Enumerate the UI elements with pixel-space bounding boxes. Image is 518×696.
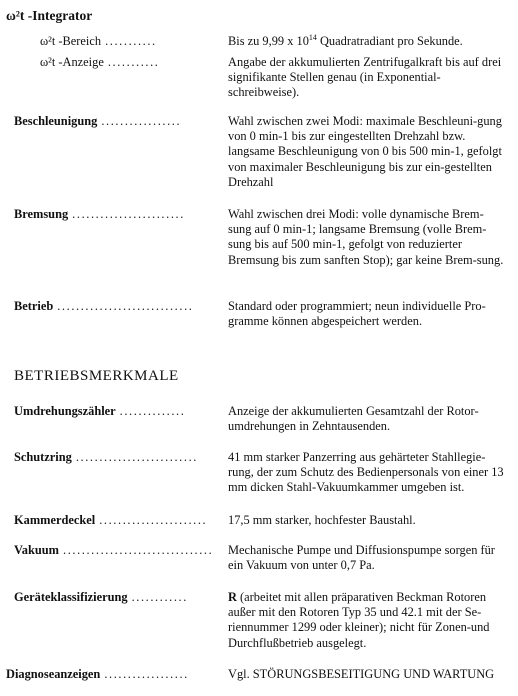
leader-dots: .......................	[99, 513, 208, 527]
leader-dots: ..................	[104, 667, 189, 681]
desc-text: (arbeitet mit allen präparativen Beckman Rotoren außer mit den Rotoren Typ 35 und 42.1 mit der Se-riennummer 1299 oder kleiner); nicht für Zonen-und Durchflußbetrieb ausgelegt.	[228, 590, 490, 650]
spec-description: Angabe der akkumulierten Zentrifugalkraft bis auf drei signifikante Stellen genau (in Exponential-schreibweise).	[228, 55, 502, 100]
classification-letter: R	[228, 590, 237, 604]
spec-description	[228, 34, 506, 49]
feature-description: Mechanische Pumpe und Diffusionspumpe sorgen für ein Vakuum von unter 0,7 Pa.	[228, 543, 495, 573]
integrator-heading: ω²t -Integrator	[6, 8, 93, 23]
spec-term	[40, 55, 160, 70]
leader-dots: ................................	[63, 543, 214, 557]
term-label: Geräteklassifizierung	[14, 590, 128, 604]
feature-term	[14, 450, 198, 465]
term-label: ω²t -Anzeige	[40, 55, 104, 69]
leader-dots: ...........	[105, 34, 157, 48]
feature-term	[6, 667, 189, 682]
term-label: Vakuum	[14, 543, 59, 557]
spec-term	[40, 34, 157, 49]
term-label: Kammerdeckel	[14, 513, 96, 527]
spec-description: Wahl zwischen drei Modi: volle dynamische Brem-sung auf 0 min-1; langsame Bremsung (volle Brem-sung bis auf 500 min-1, gefolgt von reduzierter Bremsung bis zum sanften Stop); gar keine Brem-sung.	[228, 207, 504, 267]
term-label: ω²t -Bereich	[40, 34, 102, 48]
feature-term	[14, 590, 188, 605]
feature-description: Anzeige der akkumulierten Gesamtzahl der Rotor-umdrehungen in Zehntausenden.	[228, 404, 479, 434]
term-label: Diagnoseanzeigen	[6, 667, 101, 681]
spec-term	[14, 114, 181, 129]
leader-dots: ..........................	[75, 450, 198, 464]
leader-dots: .................	[101, 114, 182, 128]
term-label: Betrieb	[14, 299, 54, 313]
desc-text: Quadratradiant pro Sekunde.	[316, 34, 463, 48]
feature-description	[228, 590, 506, 651]
term-label: Schutzring	[14, 450, 72, 464]
leader-dots: ..............	[119, 404, 186, 418]
term-label: Bremsung	[14, 207, 69, 221]
term-label: Umdrehungszähler	[14, 404, 116, 418]
leader-dots: ............	[131, 590, 188, 604]
desc-text: Bis zu 9,99 x 10	[228, 34, 309, 48]
term-label: Beschleunigung	[14, 114, 98, 128]
feature-term	[14, 543, 213, 558]
leader-dots: ...........	[107, 55, 160, 69]
desc-exponent: 14	[308, 32, 317, 42]
section-title: BETRIEBSMERKMALE	[14, 368, 179, 384]
feature-description: Vgl. STÖRUNGSBESEITIGUNG UND WARTUNG	[228, 667, 495, 681]
spec-description: Standard oder programmiert; neun individuelle Pro-gramme können abgespeichert werden.	[228, 299, 486, 329]
feature-description: 41 mm starker Panzerring aus gehärteter Stahllegie-rung, der zum Schutz des Bedienpersonals von einer 13 mm dicken Stahl-Vakuumkammer umgeben ist.	[228, 450, 504, 495]
feature-term	[14, 404, 185, 419]
spec-description: Wahl zwischen zwei Modi: maximale Beschleuni-gung von 0 min-1 bis zur eingestellten Drehzahl bzw. langsame Beschleunigung von 0 bis 500 min-1, gefolgt von maximaler Beschleunigung bis zur ein-gestellten Drehzahl	[228, 114, 502, 189]
feature-description: 17,5 mm starker, hochfester Baustahl.	[228, 513, 416, 527]
leader-dots: .............................	[57, 299, 194, 313]
spec-term	[14, 207, 185, 222]
leader-dots: ........................	[72, 207, 185, 221]
feature-term	[14, 513, 207, 528]
spec-term	[14, 299, 193, 314]
